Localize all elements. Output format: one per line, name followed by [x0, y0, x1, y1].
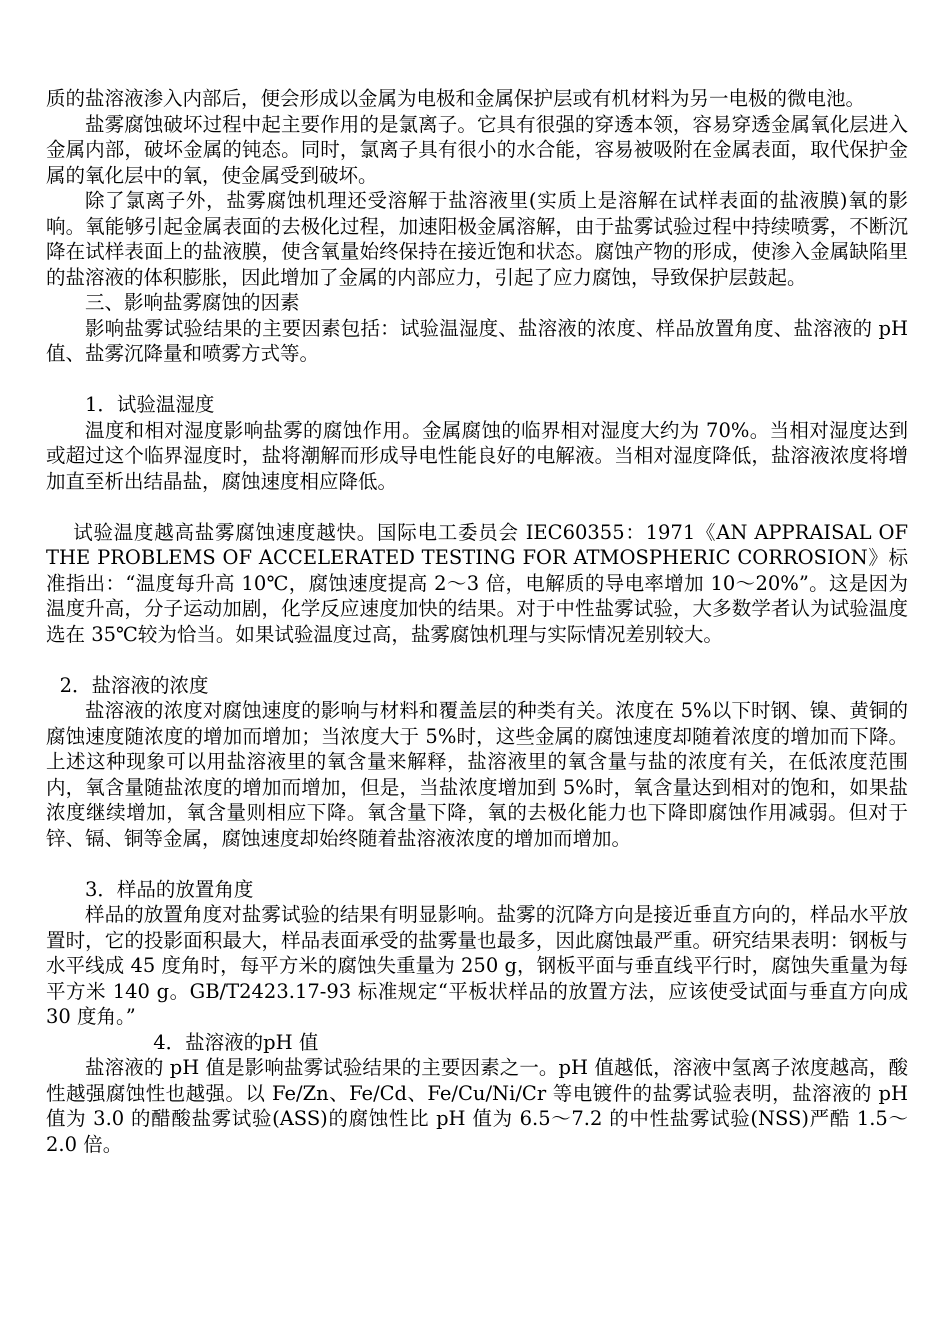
paragraph-humidity: 温度和相对湿度影响盐雾的腐蚀作用。金属腐蚀的临界相对湿度大约为 70%。当相对湿度达到或超过这个临界湿度时，盐将潮解而形成导电性能良好的电解液。当相对湿度降低，盐溶液浓度将增加直至析出结晶盐，腐蚀速度相应降低。 [46, 418, 908, 493]
subheading-ph-value: 4．盐溶液的pH 值 [153, 1030, 319, 1054]
spacer [46, 647, 908, 673]
paragraph-temperature: 试验温度越高盐雾腐蚀速度越快。国际电工委员会 IEC60355：1971《AN APPRAISAL OF THE PROBLEMS OF ACCELERATED TESTING FOR ATMOSPHERIC CORROSION》标准指出：“温度每升高 10℃，腐蚀速度提高 2～3 倍，电解质的导电率增加 10～20%”。这是因为温度升高，分子运动加剧，化学反应速度加快的结果。对于中性盐雾试验，大多数学者认为试验温度选在 35℃较为恰当。如果试验温度过高，盐雾腐蚀机理与实际情况差别较大。 [46, 520, 908, 646]
spacer [46, 367, 908, 393]
paragraph-factors-overview: 影响盐雾试验结果的主要因素包括：试验温湿度、盐溶液的浓度、样品放置角度、盐溶液的 pH 值、盐雾沉降量和喷雾方式等。 [46, 316, 908, 365]
subheading-temperature-humidity: 1．试验温湿度 [85, 393, 215, 416]
paragraph-chloride-ion: 盐雾腐蚀破坏过程中起主要作用的是氯离子。它具有很强的穿透本领，容易穿透金属氧化层进入金属内部，破坏金属的钝态。同时，氯离子具有很小的水合能，容易被吸附在金属表面，取代保护金属的氧化层中的氧，使金属受到破坏。 [46, 112, 908, 187]
document-page [46, 86, 908, 1157]
spacer [46, 494, 908, 520]
paragraph-sample-angle: 样品的放置角度对盐雾试验的结果有明显影响。盐雾的沉降方向是接近垂直方向的，样品水平放置时，它的投影面积最大，样品表面承受的盐雾量也最多，因此腐蚀最严重。研究结果表明：钢板与水平线成 45 度角时，每平方米的腐蚀失重量为 250 g，钢板平面与垂直线平行时，腐蚀失重量为每平方米 140 g。GB/T2423.17-93 标准规定“平板状样品的放置方法，应该使受试面与垂直方向成 30 度角。” [46, 903, 908, 1028]
spacer [46, 851, 908, 877]
subheading-salt-concentration: 2．盐溶液的浓度 [59, 673, 209, 697]
subheading-sample-angle: 3．样品的放置角度 [85, 877, 254, 901]
section-heading-factors: 三、影响盐雾腐蚀的因素 [85, 291, 300, 314]
paragraph-microcell: 质的盐溶液渗入内部后，便会形成以金属为电极和金属保护层或有机材料为另一电极的微电池。 [46, 87, 866, 110]
paragraph-ph-value: 盐溶液的 pH 值是影响盐雾试验结果的主要因素之一。pH 值越低，溶液中氢离子浓度越高，酸性越强腐蚀性也越强。以 Fe/Zn、Fe/Cd、Fe/Cu/Ni/Cr 等电镀件的盐雾试验表明，盐溶液的 pH 值为 3.0 的醋酸盐雾试验(ASS)的腐蚀性比 pH 值为 6.5～7.2 的中性盐雾试验(NSS)严酷 1.5～2.0 倍。 [46, 1056, 908, 1156]
paragraph-salt-concentration: 盐溶液的浓度对腐蚀速度的影响与材料和覆盖层的种类有关。浓度在 5%以下时钢、镍、黄铜的腐蚀速度随浓度的增加而增加；当浓度大于 5%时，这些金属的腐蚀速度却随着浓度的增加而下降。上述这种现象可以用盐溶液里的氧含量来解释，盐溶液里的氧含量与盐的浓度有关，在低浓度范围内，氧含量随盐浓度的增加而增加，但是，当盐浓度增加到 5%时，氧含量达到相对的饱和，如果盐浓度继续增加，氧含量则相应下降。氧含量下降，氧的去极化能力也下降即腐蚀作用减弱。但对于锌、镉、铜等金属，腐蚀速度却始终随着盐溶液浓度的增加而增加。 [46, 699, 908, 850]
paragraph-dissolved-oxygen: 除了氯离子外，盐雾腐蚀机理还受溶解于盐溶液里(实质上是溶解在试样表面的盐液膜)氧的影响。氧能够引起金属表面的去极化过程，加速阳极金属溶解，由于盐雾试验过程中持续喷雾，不断沉降在试样表面上的盐液膜，使含氧量始终保持在接近饱和状态。腐蚀产物的形成，使渗入金属缺陷里的盐溶液的体积膨胀，因此增加了金属的内部应力，引起了应力腐蚀，导致保护层鼓起。 [46, 189, 908, 289]
